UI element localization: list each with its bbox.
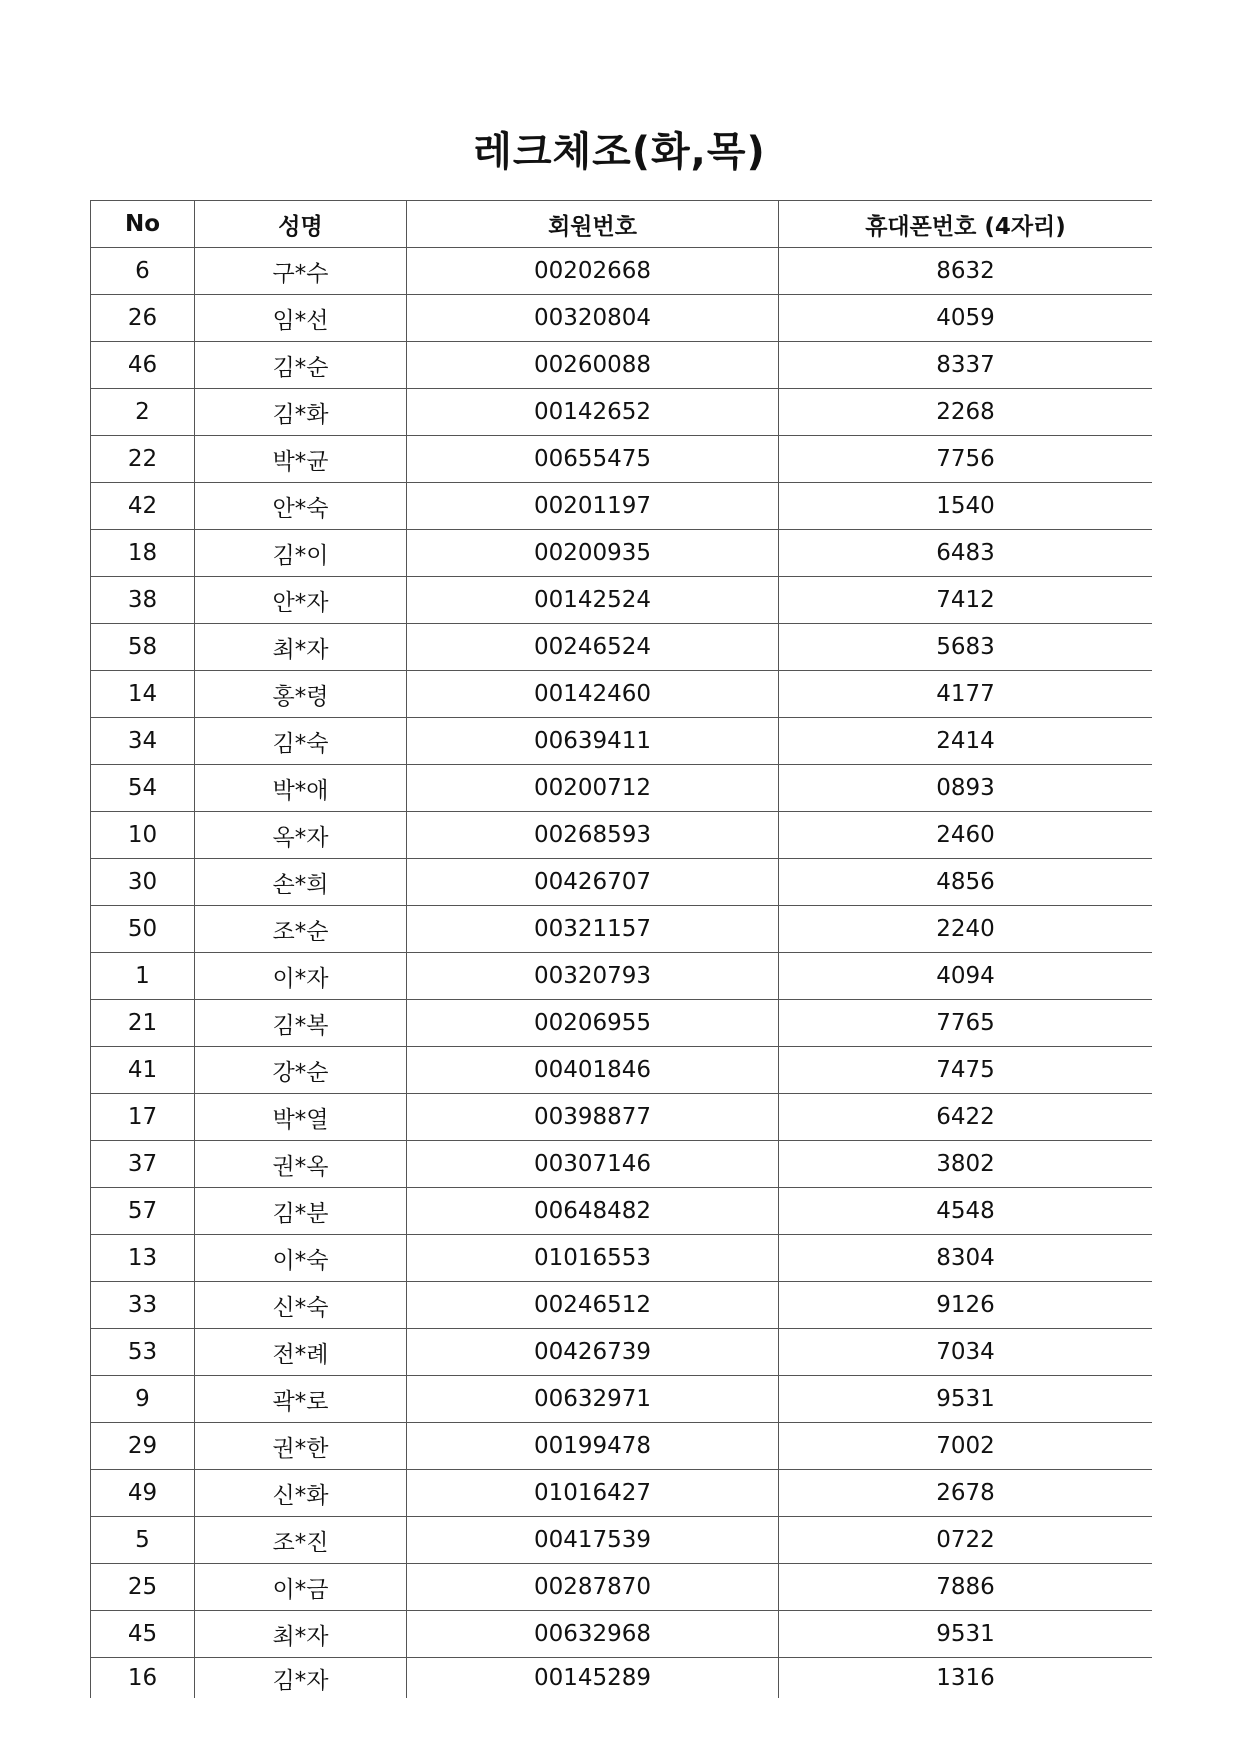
cell-no: 34 xyxy=(91,718,195,765)
cell-no: 50 xyxy=(91,906,195,953)
cell-no: 13 xyxy=(91,1235,195,1282)
cell-phone-last4: 4094 xyxy=(779,953,1153,1000)
cell-phone-last4: 7034 xyxy=(779,1329,1153,1376)
cell-name: 김*자 xyxy=(195,1658,407,1699)
cell-member-number: 00145289 xyxy=(407,1658,779,1699)
cell-no: 46 xyxy=(91,342,195,389)
table-row xyxy=(91,1470,1153,1517)
cell-phone-last4: 2268 xyxy=(779,389,1153,436)
table-row xyxy=(91,718,1153,765)
header-member-number: 회원번호 xyxy=(407,201,779,248)
cell-no: 37 xyxy=(91,1141,195,1188)
cell-member-number: 00426707 xyxy=(407,859,779,906)
cell-no: 16 xyxy=(91,1658,195,1699)
cell-name: 손*희 xyxy=(195,859,407,906)
table-row xyxy=(91,1141,1153,1188)
cell-member-number: 00417539 xyxy=(407,1517,779,1564)
table-row xyxy=(91,1282,1153,1329)
cell-phone-last4: 7475 xyxy=(779,1047,1153,1094)
table-row xyxy=(91,859,1153,906)
cell-name: 홍*령 xyxy=(195,671,407,718)
table-row xyxy=(91,812,1153,859)
cell-no: 6 xyxy=(91,248,195,295)
cell-member-number: 00260088 xyxy=(407,342,779,389)
cell-no: 5 xyxy=(91,1517,195,1564)
cell-no: 45 xyxy=(91,1611,195,1658)
cell-phone-last4: 8304 xyxy=(779,1235,1153,1282)
table-row xyxy=(91,1658,1153,1699)
cell-no: 30 xyxy=(91,859,195,906)
cell-name: 김*분 xyxy=(195,1188,407,1235)
cell-name: 임*선 xyxy=(195,295,407,342)
table-row xyxy=(91,1188,1153,1235)
table-row xyxy=(91,389,1153,436)
cell-member-number: 00142524 xyxy=(407,577,779,624)
cell-name: 김*복 xyxy=(195,1000,407,1047)
cell-member-number: 01016427 xyxy=(407,1470,779,1517)
cell-member-number: 00398877 xyxy=(407,1094,779,1141)
table-row xyxy=(91,1423,1153,1470)
cell-member-number: 00426739 xyxy=(407,1329,779,1376)
cell-name: 이*자 xyxy=(195,953,407,1000)
cell-phone-last4: 4856 xyxy=(779,859,1153,906)
cell-phone-last4: 4548 xyxy=(779,1188,1153,1235)
cell-no: 18 xyxy=(91,530,195,577)
table-row xyxy=(91,1564,1153,1611)
table-row xyxy=(91,671,1153,718)
roster-table xyxy=(90,200,1152,1698)
cell-name: 전*례 xyxy=(195,1329,407,1376)
cell-phone-last4: 7756 xyxy=(779,436,1153,483)
cell-phone-last4: 2678 xyxy=(779,1470,1153,1517)
cell-phone-last4: 9126 xyxy=(779,1282,1153,1329)
cell-member-number: 00632968 xyxy=(407,1611,779,1658)
roster-table-container xyxy=(90,200,1152,1752)
cell-no: 57 xyxy=(91,1188,195,1235)
cell-member-number: 00142652 xyxy=(407,389,779,436)
cell-no: 42 xyxy=(91,483,195,530)
cell-name: 옥*자 xyxy=(195,812,407,859)
cell-member-number: 00199478 xyxy=(407,1423,779,1470)
cell-name: 김*이 xyxy=(195,530,407,577)
cell-no: 53 xyxy=(91,1329,195,1376)
cell-no: 21 xyxy=(91,1000,195,1047)
cell-no: 38 xyxy=(91,577,195,624)
cell-name: 조*진 xyxy=(195,1517,407,1564)
cell-name: 권*옥 xyxy=(195,1141,407,1188)
table-row xyxy=(91,1235,1153,1282)
cell-phone-last4: 7886 xyxy=(779,1564,1153,1611)
table-row xyxy=(91,1047,1153,1094)
cell-name: 신*숙 xyxy=(195,1282,407,1329)
header-name: 성명 xyxy=(195,201,407,248)
table-row xyxy=(91,436,1153,483)
cell-phone-last4: 8337 xyxy=(779,342,1153,389)
cell-name: 곽*로 xyxy=(195,1376,407,1423)
table-row xyxy=(91,1094,1153,1141)
cell-phone-last4: 7412 xyxy=(779,577,1153,624)
cell-name: 구*수 xyxy=(195,248,407,295)
cell-no: 58 xyxy=(91,624,195,671)
cell-no: 26 xyxy=(91,295,195,342)
header-no: No xyxy=(91,201,195,248)
table-row xyxy=(91,906,1153,953)
table-row xyxy=(91,1517,1153,1564)
table-row xyxy=(91,342,1153,389)
table-row xyxy=(91,1376,1153,1423)
cell-name: 김*화 xyxy=(195,389,407,436)
cell-phone-last4: 2414 xyxy=(779,718,1153,765)
cell-member-number: 00648482 xyxy=(407,1188,779,1235)
cell-phone-last4: 9531 xyxy=(779,1611,1153,1658)
table-row xyxy=(91,1611,1153,1658)
table-body xyxy=(91,248,1153,1699)
table-row xyxy=(91,1000,1153,1047)
table-row xyxy=(91,248,1153,295)
cell-member-number: 00287870 xyxy=(407,1564,779,1611)
cell-name: 이*금 xyxy=(195,1564,407,1611)
cell-name: 최*자 xyxy=(195,624,407,671)
cell-name: 박*애 xyxy=(195,765,407,812)
cell-member-number: 00655475 xyxy=(407,436,779,483)
cell-phone-last4: 6483 xyxy=(779,530,1153,577)
cell-name: 권*한 xyxy=(195,1423,407,1470)
cell-no: 10 xyxy=(91,812,195,859)
table-row xyxy=(91,953,1153,1000)
table-row xyxy=(91,577,1153,624)
cell-member-number: 00246512 xyxy=(407,1282,779,1329)
cell-member-number: 00321157 xyxy=(407,906,779,953)
cell-member-number: 00201197 xyxy=(407,483,779,530)
cell-no: 29 xyxy=(91,1423,195,1470)
cell-name: 이*숙 xyxy=(195,1235,407,1282)
cell-member-number: 00632971 xyxy=(407,1376,779,1423)
cell-no: 2 xyxy=(91,389,195,436)
cell-phone-last4: 1316 xyxy=(779,1658,1153,1699)
cell-name: 신*화 xyxy=(195,1470,407,1517)
cell-member-number: 00401846 xyxy=(407,1047,779,1094)
cell-no: 25 xyxy=(91,1564,195,1611)
cell-phone-last4: 2240 xyxy=(779,906,1153,953)
cell-phone-last4: 2460 xyxy=(779,812,1153,859)
cell-member-number: 00206955 xyxy=(407,1000,779,1047)
table-row xyxy=(91,530,1153,577)
cell-phone-last4: 6422 xyxy=(779,1094,1153,1141)
cell-phone-last4: 1540 xyxy=(779,483,1153,530)
cell-member-number: 00320793 xyxy=(407,953,779,1000)
cell-phone-last4: 8632 xyxy=(779,248,1153,295)
cell-phone-last4: 0893 xyxy=(779,765,1153,812)
table-row xyxy=(91,295,1153,342)
cell-no: 14 xyxy=(91,671,195,718)
cell-phone-last4: 5683 xyxy=(779,624,1153,671)
cell-phone-last4: 9531 xyxy=(779,1376,1153,1423)
table-row xyxy=(91,1329,1153,1376)
cell-member-number: 00142460 xyxy=(407,671,779,718)
header-phone-last4: 휴대폰번호 (4자리) xyxy=(779,201,1153,248)
cell-member-number: 00307146 xyxy=(407,1141,779,1188)
cell-no: 33 xyxy=(91,1282,195,1329)
cell-phone-last4: 3802 xyxy=(779,1141,1153,1188)
cell-no: 49 xyxy=(91,1470,195,1517)
cell-name: 최*자 xyxy=(195,1611,407,1658)
cell-phone-last4: 7002 xyxy=(779,1423,1153,1470)
cell-member-number: 00639411 xyxy=(407,718,779,765)
cell-member-number: 00320804 xyxy=(407,295,779,342)
cell-name: 박*균 xyxy=(195,436,407,483)
table-row xyxy=(91,624,1153,671)
cell-name: 김*숙 xyxy=(195,718,407,765)
cell-name: 박*열 xyxy=(195,1094,407,1141)
cell-member-number: 00268593 xyxy=(407,812,779,859)
table-header-row xyxy=(91,201,1153,248)
cell-no: 1 xyxy=(91,953,195,1000)
cell-no: 9 xyxy=(91,1376,195,1423)
cell-phone-last4: 4059 xyxy=(779,295,1153,342)
cell-name: 조*순 xyxy=(195,906,407,953)
cell-member-number: 00202668 xyxy=(407,248,779,295)
cell-name: 김*순 xyxy=(195,342,407,389)
cell-member-number: 00200712 xyxy=(407,765,779,812)
cell-name: 안*숙 xyxy=(195,483,407,530)
cell-phone-last4: 7765 xyxy=(779,1000,1153,1047)
cell-no: 17 xyxy=(91,1094,195,1141)
page-title: 레크체조(화,목) xyxy=(473,129,766,175)
cell-name: 안*자 xyxy=(195,577,407,624)
cell-member-number: 00246524 xyxy=(407,624,779,671)
cell-phone-last4: 4177 xyxy=(779,671,1153,718)
cell-member-number: 00200935 xyxy=(407,530,779,577)
cell-no: 54 xyxy=(91,765,195,812)
cell-no: 22 xyxy=(91,436,195,483)
cell-no: 41 xyxy=(91,1047,195,1094)
table-row xyxy=(91,765,1153,812)
cell-member-number: 01016553 xyxy=(407,1235,779,1282)
cell-phone-last4: 0722 xyxy=(779,1517,1153,1564)
table-row xyxy=(91,483,1153,530)
cell-name: 강*순 xyxy=(195,1047,407,1094)
